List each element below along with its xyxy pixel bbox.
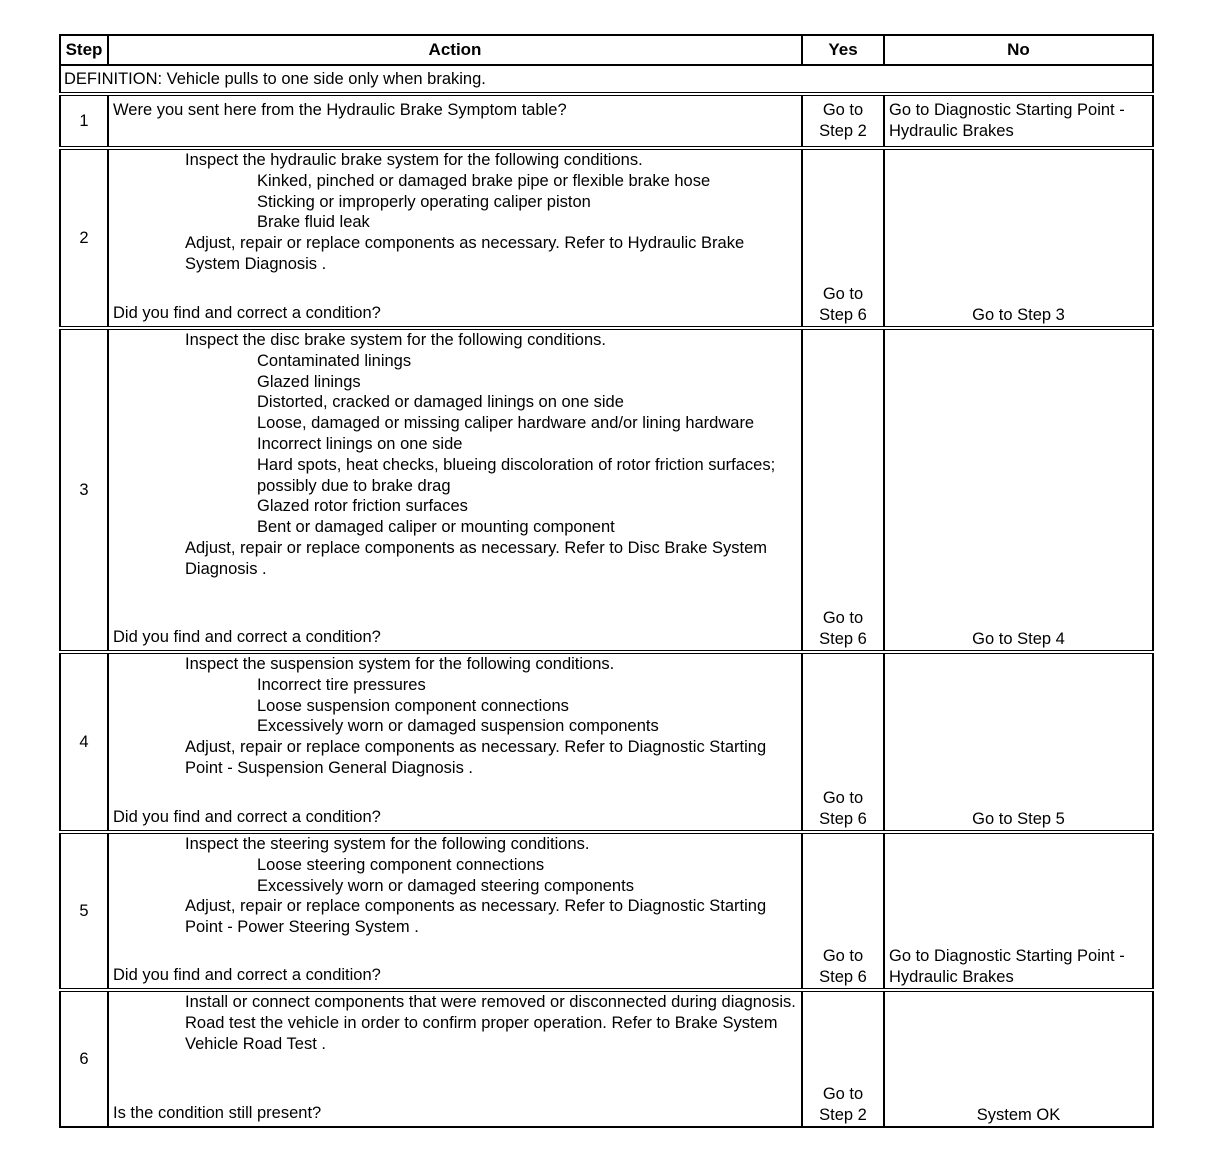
table-row — [60, 832, 1153, 990]
action-question: Did you find and correct a condition? — [113, 304, 381, 323]
action-question: Is the condition still present? — [113, 1104, 322, 1123]
header-no: No — [884, 35, 1153, 65]
no-result: System OK — [884, 990, 1153, 1127]
action-cell — [108, 328, 802, 652]
table-row — [60, 328, 1153, 652]
condition-item: Excessively worn or damaged steering components — [257, 876, 634, 895]
table-row — [60, 652, 1153, 832]
condition-item: Distorted, cracked or damaged linings on one side — [257, 393, 624, 412]
yes-result: Go to Step 6 — [802, 328, 884, 652]
action-cell — [108, 94, 802, 148]
table-row — [60, 148, 1153, 328]
action-note: Road test the vehicle in order to confirm proper operation. Refer to Brake System Vehicle Road Test . — [185, 1013, 783, 1053]
step-number: 4 — [60, 652, 108, 832]
step-number: 3 — [60, 328, 108, 652]
header-step: Step — [60, 35, 108, 65]
condition-item: Sticking or improperly operating caliper piston — [257, 192, 591, 211]
condition-item: Brake fluid leak — [257, 213, 370, 232]
no-result: Go to Step 3 — [884, 148, 1153, 328]
header-action: Action — [108, 35, 802, 65]
action-cell — [108, 148, 802, 328]
definition-row — [60, 65, 1153, 94]
condition-item: Loose, damaged or missing caliper hardware and/or lining hardware — [257, 414, 755, 433]
no-result: Go to Diagnostic Starting Point - Hydraulic Brakes — [884, 94, 1153, 148]
condition-item: Loose steering component connections — [257, 855, 545, 874]
step-number: 1 — [60, 94, 108, 148]
step-number: 2 — [60, 148, 108, 328]
action-question: Did you find and correct a condition? — [113, 628, 381, 647]
no-result: Go to Step 4 — [884, 328, 1153, 652]
table-row — [60, 94, 1153, 148]
diagnostic-table — [59, 34, 1154, 1128]
action-note: Adjust, repair or replace components as necessary. Refer to Diagnostic Starting Point - Power Steering System . — [185, 897, 771, 937]
action-cell — [108, 652, 802, 832]
step-number: 5 — [60, 832, 108, 990]
action-question: Did you find and correct a condition? — [113, 966, 381, 985]
condition-item: Hard spots, heat checks, blueing discoloration of rotor friction surfaces; possibly due to brake drag — [257, 455, 780, 495]
action-cell — [108, 832, 802, 990]
condition-item: Incorrect linings on one side — [257, 434, 463, 453]
condition-item: Glazed rotor friction surfaces — [257, 497, 468, 516]
condition-item: Loose suspension component connections — [257, 696, 569, 715]
header-yes: Yes — [802, 35, 884, 65]
condition-item: Kinked, pinched or damaged brake pipe or flexible brake hose — [257, 171, 711, 190]
action-note: Adjust, repair or replace components as necessary. Refer to Disc Brake System Diagnosis . — [185, 538, 772, 578]
action-question: Were you sent here from the Hydraulic Brake Symptom table? — [113, 101, 567, 119]
condition-item: Glazed linings — [257, 372, 361, 391]
yes-result: Go to Step 6 — [802, 148, 884, 328]
table-row — [60, 990, 1153, 1127]
step-number: 6 — [60, 990, 108, 1127]
action-intro: Inspect the hydraulic brake system for the following conditions. — [185, 151, 643, 169]
action-intro: Inspect the disc brake system for the following conditions. — [185, 331, 606, 349]
yes-result: Go to Step 2 — [802, 990, 884, 1127]
yes-result: Go to Step 2 — [802, 94, 884, 148]
condition-item: Contaminated linings — [257, 351, 412, 370]
no-result: Go to Diagnostic Starting Point - Hydraulic Brakes — [884, 832, 1153, 990]
action-cell — [108, 990, 802, 1127]
yes-result: Go to Step 6 — [802, 652, 884, 832]
action-intro: Inspect the steering system for the following conditions. — [185, 835, 590, 853]
condition-item: Excessively worn or damaged suspension components — [257, 717, 659, 736]
action-note: Adjust, repair or replace components as necessary. Refer to Diagnostic Starting Point - Suspension General Diagnosis . — [185, 738, 771, 777]
action-note: Adjust, repair or replace components as necessary. Refer to Hydraulic Brake System Diagnosis . — [185, 234, 749, 273]
action-question: Did you find and correct a condition? — [113, 808, 381, 827]
definition-text: DEFINITION: Vehicle pulls to one side only when braking. — [60, 65, 1153, 94]
yes-result: Go to Step 6 — [802, 832, 884, 990]
header-row — [60, 35, 1153, 65]
condition-item: Bent or damaged caliper or mounting component — [257, 518, 615, 537]
action-intro: Install or connect components that were removed or disconnected during diagnosis. — [185, 993, 796, 1011]
action-intro: Inspect the suspension system for the following conditions. — [185, 655, 615, 673]
no-result: Go to Step 5 — [884, 652, 1153, 832]
condition-item: Incorrect tire pressures — [257, 675, 426, 694]
